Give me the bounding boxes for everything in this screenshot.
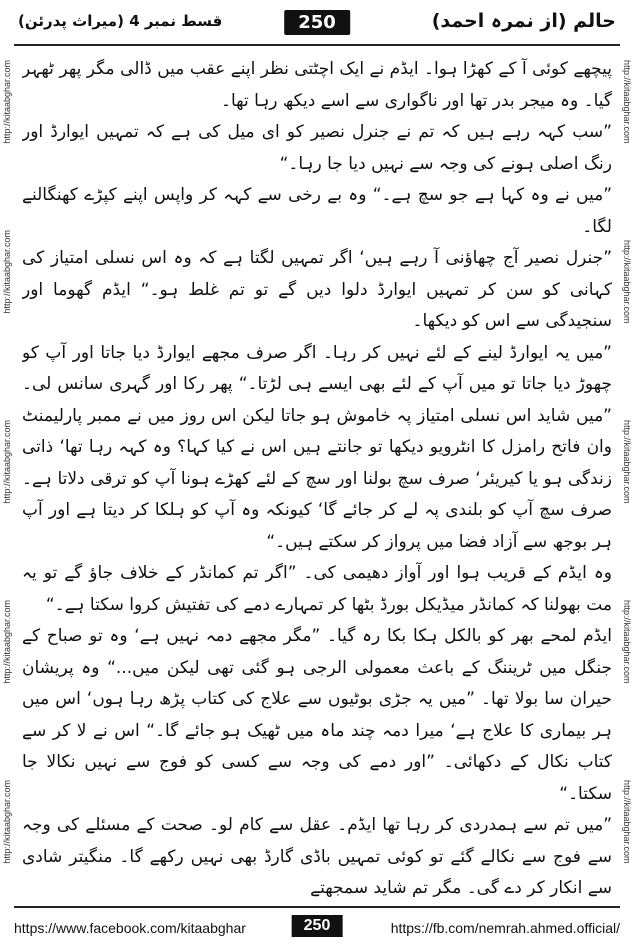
paragraph: ”میں تم سے ہمدردی کر رہا تھا ایڈم۔ عقل سے کام لو۔ صحت کے مسئلے کی وجہ سے فوج سے نکالے گئے تو کوئی تمہیں باڈی گارڈ بھی نہیں رکھے گا۔ منگیتر شادی سے انکار کر دے گی۔ مگر تم شاید سمجھتے — [22, 815, 612, 898]
paragraph: ایڈم لمحے بھر کو بالکل ہکا بکا رہ گیا۔ ”مگر مجھے دمہ نہیں ہے‘ وہ تو صباح کے جنگل میں ٹریننگ کے باعث معمولی الرجی ہو گئی تھی لیکن میں...“ وہ پریشان حیران سا بولا تھا۔ ”میں یہ جڑی بوٹیوں سے علاج کی کتاب پڑھ رہا ہوں‘ اس میں ہر بیماری کا علاج ہے‘ میرا دمہ چند ماہ میں ٹھیک ہو جائے گا۔“ اس نے لا کر سے کتاب نکال کے دکھائی۔ ”اور دمے کی وجہ سے کسی کو فوج سے نہیں نکالا جا سکتا۔“ — [22, 626, 612, 804]
side-link-left[interactable]: http://kitaabghar.com — [2, 230, 12, 314]
footer-page-number: 250 — [292, 915, 343, 937]
side-link-left[interactable]: http://kitaabghar.com — [2, 60, 12, 144]
side-link-right[interactable]: http://kitaabghar.com — [622, 240, 632, 324]
facebook-link[interactable]: https://www.facebook.com/kitaabghar — [14, 920, 246, 936]
paragraph: ”جنرل نصیر آج چھاؤنی آ رہے ہیں‘ اگر تمہیں لگتا ہے کہ وہ اس نسلی امتیاز کی کہانی کو سن کر تمہیں ایوارڈ دلوا دیں گے تو تم غلط ہو۔“ ایڈم گھوما اور سنجیدگی سے اس کو دیکھا۔ — [22, 248, 612, 331]
paragraph: ”میں یہ ایوارڈ لینے کے لئے نہیں کر رہا۔ اگر صرف مجھے ایوارڈ دیا جاتا اور آپ کو چھوڑ دیا جاتا تو میں آپ کے لئے بھی ایسے ہی لڑتا۔“ پھر رکا اور گہری سانس لی۔ ”میں شاید اس نسلی امتیاز پہ خاموش ہو جاتا لیکن اس روز میں نے ممبر پارلیمنٹ وان فاتح رامزل کا انٹرویو دیکھا تو جانتے ہیں اس نے کیا کہا؟ وہ کہہ رہا تھا‘ ذاتی زندگی ہو یا کیریئر‘ صرف سچ بولنا اور سچ کے لئے کھڑے ہونا آپ کو ترقی دلاتا ہے۔ صرف سچ آپ کو بلندی پہ لے کر جائے گا‘ کیونکہ وہ آپ کو ہلکا کر دیتا ہے اور آپ ہر بوجھ سے آزاد فضا میں پرواز کر سکتے ہیں۔“ — [22, 342, 612, 552]
book-title: حالم (از نمرہ احمد) — [431, 10, 616, 32]
header-divider — [14, 44, 620, 46]
paragraph: وہ ایڈم کے قریب ہوا اور آواز دھیمی کی۔ ”اگر تم کمانڈر کے خلاف جاؤ گے تو یہ مت بھولنا کہ کمانڈر میڈیکل بورڈ بٹھا کر تمہارے دمے کی تفتیش کروا سکتا ہے۔“ — [22, 563, 612, 615]
paragraph: ”سب کہہ رہے ہیں کہ تم نے جنرل نصیر کو ای میل کی ہے کہ تمہیں ایوارڈ اور رنگ اصلی ہونے کی وجہ سے نہیں دیا جا رہا۔“ — [22, 122, 612, 174]
side-link-left[interactable]: http://kitaabghar.com — [2, 420, 12, 504]
side-link-right[interactable]: http://kitaabghar.com — [622, 420, 632, 504]
page-footer — [14, 912, 620, 942]
side-link-left[interactable]: http://kitaabghar.com — [2, 600, 12, 684]
author-facebook-link[interactable]: https://fb.com/nemrah.ahmed.official/ — [390, 920, 620, 936]
side-link-right[interactable]: http://kitaabghar.com — [622, 600, 632, 684]
episode-label: قسط نمبر 4 (میراث پدرئن) — [18, 12, 223, 30]
paragraph: پیچھے کوئی آ کے کھڑا ہوا۔ ایڈم نے ایک اچٹتی نظر اپنے عقب میں ڈالی مگر پھر ٹھہر گیا۔ وہ میجر بدر تھا اور ناگواری سے اسے دیکھ رہا تھا۔ — [22, 59, 612, 111]
side-link-right[interactable]: http://kitaabghar.com — [622, 780, 632, 864]
side-link-right[interactable]: http://kitaabghar.com — [622, 60, 632, 144]
footer-divider — [14, 906, 620, 908]
page-header — [14, 8, 620, 42]
paragraph: ”میں نے وہ کہا ہے جو سچ ہے۔“ وہ بے رخی سے کہہ کر واپس اپنے کپڑے کھنگالنے لگا۔ — [22, 185, 612, 237]
novel-body-text — [22, 54, 612, 899]
header-page-number: 250 — [284, 10, 350, 35]
side-link-left[interactable]: http://kitaabghar.com — [2, 780, 12, 864]
